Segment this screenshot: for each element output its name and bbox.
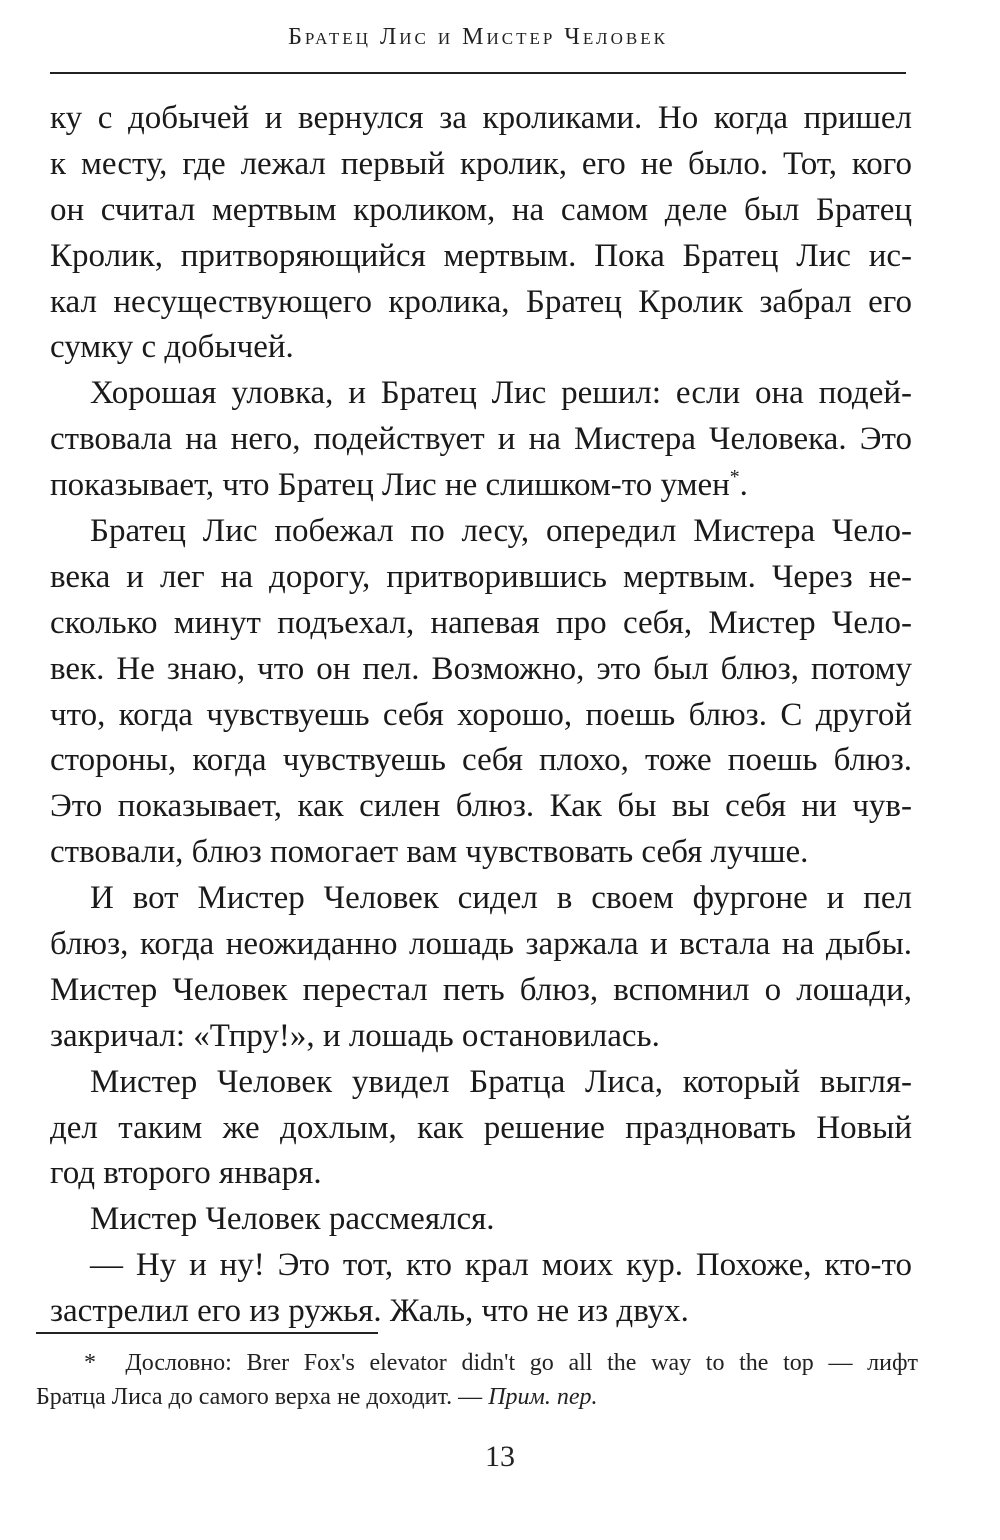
body-text — [50, 96, 912, 1335]
text-line: — Ну и ну! Это тот, кто крал моих кур. Похоже, кто-то — [90, 1247, 912, 1284]
text-line: Хорошая уловка, и Братец Лис решил: если она подей- — [90, 375, 912, 412]
footnote-marker: * — [729, 466, 740, 489]
text-line: стороны, когда чувствуешь себя плохо, тоже поешь блюз. — [50, 742, 912, 779]
text-line: блюз, когда неожиданно лошадь заржала и встала на дыбы. — [50, 926, 912, 963]
text-line: века и лег на дорогу, притворившись мертвым. Через не- — [50, 558, 912, 595]
footnote — [36, 1346, 918, 1414]
text-line: ку с добычей и вернулся за кроликами. Но когда пришел — [50, 100, 912, 136]
footnote-text: Дословно: Brer Fox's elevator didn't go all the way to the top — лифт — [125, 1350, 918, 1376]
text-line: к месту, где лежал первый кролик, его не было. Тот, кого — [50, 145, 912, 182]
text-line: И вот Мистер Человек сидел в своем фургоне и пел — [90, 880, 912, 917]
footnote-text: Братца Лиса до самого верха не доходит. — — [36, 1384, 483, 1410]
footnote-line — [36, 1346, 918, 1380]
text-line: застрелил его из ружья. Жаль, что не из двух. — [50, 1293, 689, 1330]
sentence-end: . — [739, 467, 748, 504]
text-line: что, когда чувствуешь себя хорошо, поешь блюз. С другой — [50, 696, 912, 733]
text-line-with-footnote — [50, 463, 912, 509]
text-line: Мистер Человек рассмеялся. — [90, 1201, 495, 1238]
text-line: Мистер Человек перестал петь блюз, вспомнил о лошади, — [50, 971, 912, 1008]
text-line: дел таким же дохлым, как решение праздновать Новый — [50, 1109, 912, 1146]
text-line: показывает, что Братец Лис не слишком-то умен — [50, 467, 730, 504]
text-line: век. Не знаю, что он пел. Возможно, это был блюз, потому — [50, 650, 912, 687]
footnote-rule — [36, 1332, 378, 1334]
text-line: Мистер Человек увидел Братца Лиса, который выгля- — [90, 1063, 912, 1100]
text-line: кал несуществующего кролика, Братец Кролик забрал его — [50, 283, 912, 320]
text-line: ствовала на него, подействует и на Мистера Человека. Это — [50, 421, 912, 458]
text-line: сколько минут подъехал, напевая про себя, Мистер Чело- — [50, 604, 912, 641]
text-line: Кролик, притворяющийся мертвым. Пока Братец Лис ис- — [50, 237, 912, 274]
page-number: 13 — [485, 1440, 515, 1473]
text-line: Это показывает, как силен блюз. Как бы вы себя ни чув- — [50, 788, 912, 825]
footnote-marker: * — [84, 1350, 96, 1376]
text-line: ствовали, блюз помогает вам чувствовать себя лучше. — [50, 834, 809, 871]
running-header: Братец Лис и Мистер Человек — [288, 24, 668, 50]
text-line: сумку с добычей. — [50, 329, 294, 366]
translator-note-tag: Прим. пер. — [488, 1384, 598, 1410]
text-line: он считал мертвым кроликом, на самом деле был Братец — [50, 191, 912, 228]
footnote-line — [36, 1380, 918, 1414]
text-line: Братец Лис побежал по лесу, опередил Мистера Чело- — [90, 513, 912, 550]
text-line: закричал: «Тпру!», и лошадь остановилась. — [50, 1017, 660, 1054]
text-line: год второго января. — [50, 1155, 322, 1192]
header-rule — [50, 72, 906, 74]
